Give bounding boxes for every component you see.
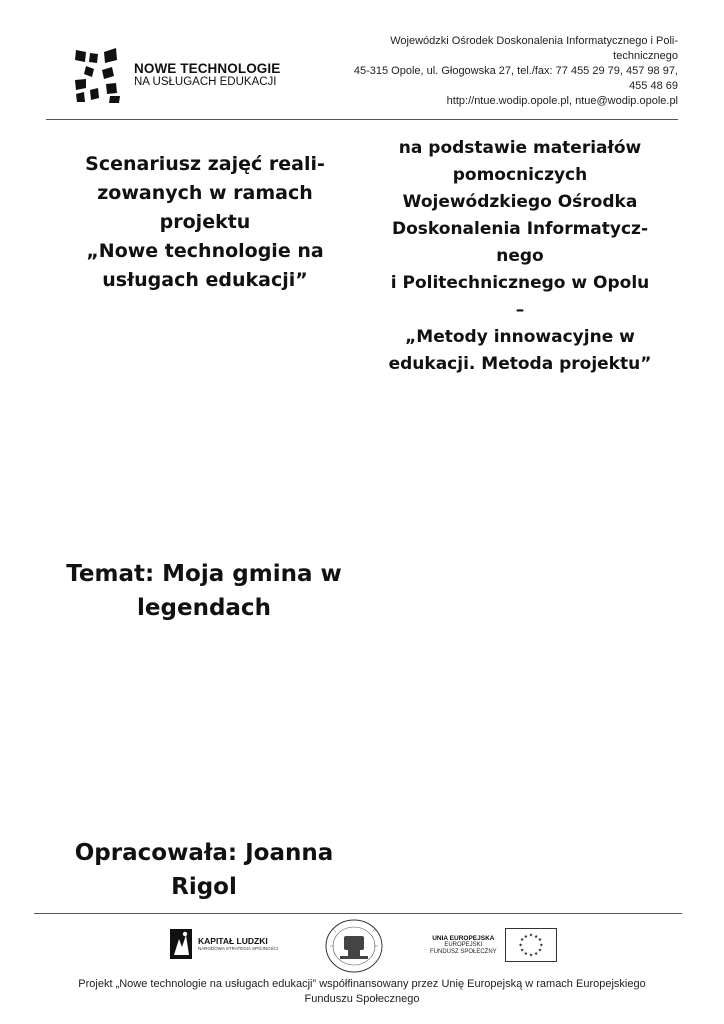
scenario-title-line: „Nowe technologie na: [86, 240, 324, 262]
institution-name-line1: Wojewódzki Ośrodek Doskonalenia Informatycznego i Poli-: [390, 35, 678, 47]
kapital-ludzki-emblem-icon: [170, 929, 192, 959]
source-title-line: nego: [496, 246, 544, 266]
footer-note-line2: Funduszu Społecznego: [304, 993, 420, 1005]
eu-fund-line1: EUROPEJSKI: [444, 941, 483, 948]
kapital-ludzki-title: KAPITAŁ LUDZKI: [198, 935, 268, 946]
source-title-line: –: [515, 300, 525, 320]
footer-note: [40, 977, 684, 1007]
source-materials-title: [386, 135, 654, 378]
address-line2: 455 48 69: [629, 80, 678, 92]
svg-text:★: ★: [537, 938, 542, 944]
svg-text:★: ★: [538, 943, 544, 949]
author-heading: [62, 836, 346, 904]
institution-name-line2: technicznego: [613, 50, 678, 62]
scenario-title-line: projektu: [159, 211, 251, 233]
source-title-line: i Politechnicznego w Opolu: [390, 273, 650, 293]
header-info: [328, 34, 678, 109]
source-title-line: pomocniczych: [452, 165, 588, 185]
author-line: Opracowała: Joanna: [74, 840, 334, 866]
eu-title: UNIA EUROPEJSKA: [432, 934, 495, 942]
footer-divider: [34, 913, 682, 914]
svg-text:★: ★: [528, 933, 533, 939]
author-line: Rigol: [171, 874, 237, 900]
institution-seal-icon: [322, 918, 386, 974]
contact-line: http://ntue.wodip.opole.pl, ntue@wodip.opole.pl: [446, 95, 678, 107]
svg-text:★: ★: [528, 953, 533, 959]
svg-text:★: ★: [518, 943, 523, 949]
eu-flag-icon: [505, 928, 557, 962]
header-divider: [46, 119, 678, 120]
kapital-ludzki-subtitle: NARODOWA STRATEGIA SPÓJNOŚCI: [198, 946, 279, 951]
scenario-title-line: zowanych w ramach: [97, 182, 313, 204]
source-title-line: „Metody innowacyjne w: [405, 327, 635, 347]
scenario-title: [72, 150, 338, 295]
source-title-line: na podstawie materiałów: [398, 138, 642, 158]
kapital-ludzki-logo: [170, 928, 278, 960]
source-title-line: edukacji. Metoda projektu”: [388, 354, 652, 374]
source-title-line: Wojewódzkiego Ośrodka: [402, 192, 638, 212]
project-logo: [72, 44, 282, 106]
svg-text:★: ★: [537, 948, 542, 954]
source-title-line: Doskonalenia Informatycz-: [392, 219, 648, 239]
svg-text:★: ★: [519, 948, 524, 954]
scenario-title-line: usługach edukacji”: [102, 269, 308, 291]
svg-text:★: ★: [533, 934, 538, 940]
logo-subtitle: NA USŁUGACH EDUKACJI: [134, 76, 277, 89]
svg-text:★: ★: [533, 951, 538, 957]
scenario-title-line: Scenariusz zajęć reali-: [85, 153, 325, 175]
footer-note-line1: Projekt „Nowe technologie na usługach edukacji” współfinansowany przez Unię Europejską w ramach Europejskiego: [78, 978, 646, 990]
svg-text:★: ★: [519, 938, 524, 944]
svg-text:★: ★: [523, 934, 528, 940]
logo-title: NOWE TECHNOLOGIE: [134, 60, 281, 76]
address-line1: 45-315 Opole, ul. Głogowska 27, tel./fax: 77 455 29 79, 457 98 97,: [353, 65, 678, 77]
eu-logo: [430, 928, 557, 962]
project-logo-mark-icon: [72, 46, 124, 104]
eu-fund-line2: FUNDUSZ SPOŁECZNY: [430, 948, 497, 955]
topic-line: Temat: Moja gmina w: [66, 561, 342, 587]
topic-heading: [62, 557, 346, 625]
topic-line: legendach: [137, 595, 271, 621]
svg-text:★: ★: [523, 951, 528, 957]
